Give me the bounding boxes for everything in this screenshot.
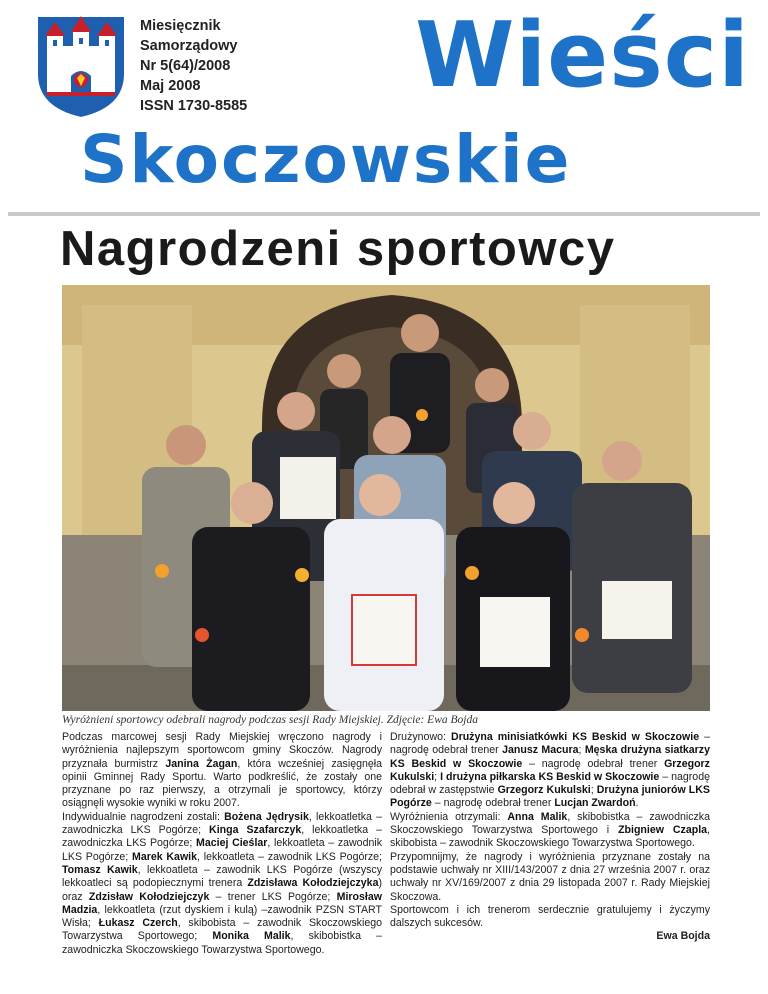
text: – nagrodę odebrał trener (522, 757, 665, 770)
team-name: I drużyna piłkarska KS Beskid w Skoczowie (440, 770, 660, 783)
text: , lekkoatleta – zawodnik LKS Pogórze; (197, 850, 383, 863)
issue-line-issn: ISSN 1730-8585 (140, 98, 248, 114)
text: , skibobistka – zawodniczka Skoczowskiego Towarzystwa Sportowego. (62, 930, 382, 956)
issue-line-number: Nr 5(64)/2008 (140, 58, 231, 74)
text: Wyróżnienia otrzymali: (390, 810, 508, 823)
person-name: Anna Malik (507, 810, 568, 823)
person-name: Lucjan Zwardoń (554, 797, 636, 810)
issue-line-date: Maj 2008 (140, 78, 201, 94)
text: , skibobista – zawodnik Skoczowskiego Towarzystwa Sportowego; (62, 917, 382, 943)
text: , lekkoatletka – zawodniczka LKS Pogórze; (62, 810, 382, 837)
person-name: Mirosław Madzia (62, 890, 382, 916)
text: – nagrodę odebrał trener (431, 797, 555, 810)
town-coat-of-arms-icon (33, 12, 129, 120)
person-name: Zbigniew Czapla (618, 824, 708, 837)
article-author: Ewa Bojda (656, 930, 710, 943)
masthead-divider (8, 212, 760, 216)
text: Podczas marcowej sesji Rady Miejskiej wręczono nagrody i wyróżnienia najlepszym sportowcom gminy Skoczów. Nagrody przyznała burmistrz (62, 731, 382, 770)
team-name: Drużyna minisiatkówki KS Beskid w Skoczowie (450, 731, 700, 743)
article-paragraph (390, 731, 710, 811)
article-paragraph (62, 731, 382, 811)
masthead-title-line2: Skoczowskie (80, 121, 572, 198)
text: , która wcześniej zasięgnęła opinii Gminnej Rady Sportu. Warto podkreślić, że zostały one przyznane po raz pierwszy, a otrzymali je sportowcy, którzy osiągnęli wysokie wyniki w roku 2007. (62, 757, 383, 810)
text: ; (578, 744, 585, 757)
person-name: Bożena Jędrysik (224, 810, 309, 823)
issue-info (140, 16, 290, 116)
person-name: Janina Żagan (165, 757, 238, 770)
person-name: Zdzisława Kołodziejczyka (247, 877, 379, 890)
article-column-left (62, 731, 382, 957)
issue-line-publisher: Samorządowy (140, 38, 238, 54)
person-name: Łukasz Czerch (98, 917, 178, 930)
article-paragraph (390, 811, 710, 851)
person-name: Maciej Cieślar (196, 837, 268, 850)
person-name: Kinga Szafarczyk (209, 824, 302, 837)
person-name: Zdzisław Kołodziejczyk (88, 890, 210, 903)
article-paragraph: Sportowcom i ich trenerom serdecznie gratulujemy i życzymy dalszych sukcesów. (390, 903, 710, 930)
text: , lekkoatletka – zawodniczka LKS Pogórze; (62, 824, 382, 850)
person-name: Grzegorz Kukulski (497, 784, 591, 797)
group-photo-athletes (62, 285, 710, 711)
text: – nagrodę odebrał w zastępstwie (390, 770, 710, 797)
text: . (635, 797, 639, 810)
article-headline: Nagrodzeni sportowcy (60, 222, 616, 276)
person-name: Monika Malik (212, 930, 291, 943)
text: Drużynowo: (390, 731, 451, 743)
text: ; (434, 770, 441, 783)
text: Indywidualnie nagrodzeni zostali: (62, 810, 225, 823)
masthead-title-line1: Wieści (415, 3, 750, 108)
text: ) oraz (62, 877, 382, 903)
article-column-right (390, 731, 710, 944)
text: , skibobista – zawodnik Skoczowskiego Towarzystwa Sportowego. (390, 824, 710, 850)
person-name: Tomasz Kawik (62, 863, 138, 876)
text: , lekkoatleta (rzut dyskiem i kulą) –zawodnik PZSN START Wisła; (62, 903, 382, 930)
text: – trener LKS Pogórze; (209, 890, 337, 903)
team-name: Męska drużyna siatkarzy KS Beskid w Skoczowie (390, 744, 710, 770)
text: – nagrodę odebrał trener (390, 731, 710, 757)
text: , lekkoatleta – zawodnik LKS Pogórze; (62, 837, 382, 863)
team-name: Drużyna juniorów LKS Pogórze (390, 784, 710, 810)
person-name: Marek Kawik (132, 850, 198, 863)
text: ; (590, 784, 597, 797)
article-paragraph: Przypomnijmy, że nagrody i wyróżnienia przyznane zostały na podstawie uchwały nr XIII/143/2007 z dnia 27 września 2007 r. oraz uchwały nr XV/169/2007 z dnia 29 listopada 2007 r. Rady Miejskiej Skoczowa. (390, 850, 710, 903)
text: , lekkoatleta – zawodnik LKS Pogórze (wszyscy lekkoatleci są podopiecznymi trenera (62, 863, 383, 890)
person-name: Grzegorz Kukulski (390, 757, 710, 783)
article-paragraph (62, 811, 382, 957)
text: , skibobistka – zawodniczka Skoczowskiego Towarzystwa Sportowego i (390, 810, 710, 837)
person-name: Janusz Macura (502, 744, 579, 757)
photo-caption: Wyróżnieni sportowcy odebrali nagrody podczas sesji Rady Miejskiej. Zdjęcie: Ewa Bojda (62, 714, 478, 726)
issue-line-type: Miesięcznik (140, 18, 221, 34)
